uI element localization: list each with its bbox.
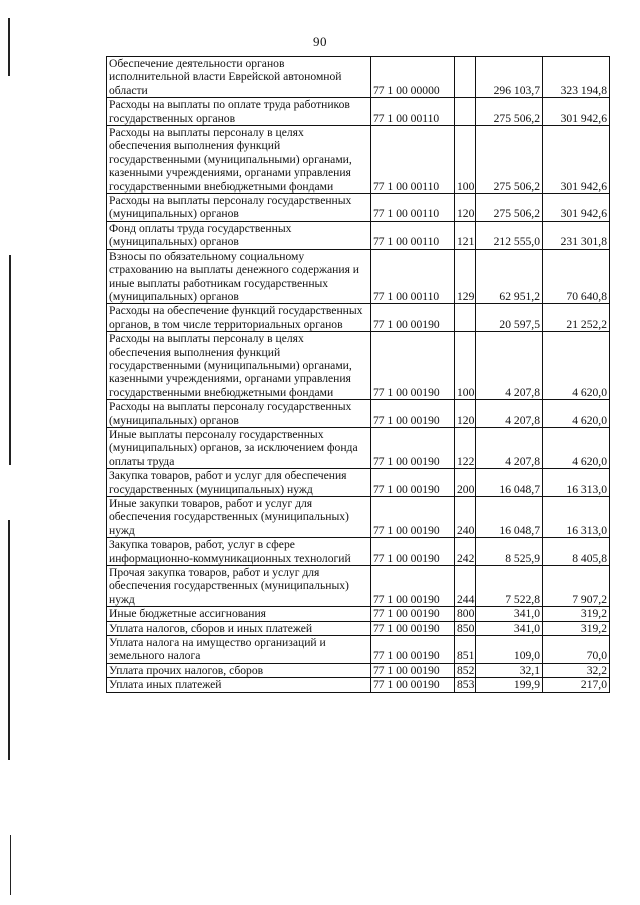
target-code-cell: 77 1 00 00190 xyxy=(371,607,455,621)
scan-edge-mark xyxy=(9,255,11,465)
amount-year1-cell: 275 506,2 xyxy=(476,194,543,222)
expense-type-cell: 242 xyxy=(455,538,476,566)
amount-year2-cell: 319,2 xyxy=(543,607,610,621)
table-row xyxy=(107,607,610,621)
amount-year2-cell: 7 907,2 xyxy=(543,566,610,607)
expense-name-cell: Уплата иных платежей xyxy=(107,678,371,692)
amount-year2-cell: 4 620,0 xyxy=(543,400,610,428)
amount-year1-cell: 20 597,5 xyxy=(476,304,543,332)
target-code-cell: 77 1 00 00110 xyxy=(371,221,455,249)
amount-year1-cell: 296 103,7 xyxy=(476,57,543,98)
amount-year1-cell: 7 522,8 xyxy=(476,566,543,607)
scan-edge-mark xyxy=(8,18,10,76)
amount-year1-cell: 275 506,2 xyxy=(476,98,543,126)
table-row xyxy=(107,400,610,428)
budget-table xyxy=(106,56,610,693)
expense-type-cell: 853 xyxy=(455,678,476,692)
amount-year2-cell: 4 620,0 xyxy=(543,427,610,468)
target-code-cell: 77 1 00 00190 xyxy=(371,566,455,607)
expense-type-cell: 100 xyxy=(455,332,476,400)
expense-type-cell: 240 xyxy=(455,497,476,538)
expense-name-cell: Расходы на обеспечение функций государственных органов, в том числе территориальных органов xyxy=(107,304,371,332)
target-code-cell: 77 1 00 00110 xyxy=(371,126,455,194)
target-code-cell: 77 1 00 00190 xyxy=(371,469,455,497)
table-row xyxy=(107,332,610,400)
amount-year1-cell: 199,9 xyxy=(476,678,543,692)
expense-name-cell: Расходы на выплаты персоналу в целях обеспечения выполнения функций государственными (муниципальными) органами, казенными учреждениями, органами управления государственными внебюджетными фондами xyxy=(107,126,371,194)
expense-type-cell: 121 xyxy=(455,221,476,249)
target-code-cell: 77 1 00 00110 xyxy=(371,249,455,304)
expense-name-cell: Уплата налогов, сборов и иных платежей xyxy=(107,621,371,635)
expense-type-cell: 850 xyxy=(455,621,476,635)
table-row xyxy=(107,621,610,635)
table-row xyxy=(107,497,610,538)
amount-year2-cell: 301 942,6 xyxy=(543,98,610,126)
table-row xyxy=(107,538,610,566)
expense-type-cell: 120 xyxy=(455,400,476,428)
amount-year2-cell: 301 942,6 xyxy=(543,194,610,222)
amount-year1-cell: 16 048,7 xyxy=(476,497,543,538)
expense-type-cell xyxy=(455,98,476,126)
amount-year1-cell: 4 207,8 xyxy=(476,427,543,468)
target-code-cell: 77 1 00 00000 xyxy=(371,57,455,98)
table-row xyxy=(107,221,610,249)
amount-year2-cell: 16 313,0 xyxy=(543,497,610,538)
amount-year2-cell: 319,2 xyxy=(543,621,610,635)
table-row xyxy=(107,469,610,497)
table-row xyxy=(107,57,610,98)
amount-year2-cell: 21 252,2 xyxy=(543,304,610,332)
target-code-cell: 77 1 00 00110 xyxy=(371,98,455,126)
amount-year1-cell: 341,0 xyxy=(476,607,543,621)
table-row xyxy=(107,126,610,194)
expense-name-cell: Расходы на выплаты персоналу государственных (муниципальных) органов xyxy=(107,194,371,222)
amount-year2-cell: 70,0 xyxy=(543,636,610,664)
amount-year2-cell: 301 942,6 xyxy=(543,126,610,194)
expense-name-cell: Закупка товаров, работ и услуг для обеспечения государственных (муниципальных) нужд xyxy=(107,469,371,497)
target-code-cell: 77 1 00 00110 xyxy=(371,194,455,222)
table-row xyxy=(107,98,610,126)
expense-type-cell: 852 xyxy=(455,663,476,677)
amount-year2-cell: 70 640,8 xyxy=(543,249,610,304)
expense-type-cell: 800 xyxy=(455,607,476,621)
table-row xyxy=(107,427,610,468)
amount-year2-cell: 231 301,8 xyxy=(543,221,610,249)
table-row xyxy=(107,636,610,664)
expense-type-cell xyxy=(455,57,476,98)
amount-year1-cell: 341,0 xyxy=(476,621,543,635)
table-row xyxy=(107,566,610,607)
expense-type-cell: 851 xyxy=(455,636,476,664)
amount-year2-cell: 32,2 xyxy=(543,663,610,677)
expense-type-cell: 122 xyxy=(455,427,476,468)
expense-name-cell: Закупка товаров, работ, услуг в сфере информационно-коммуникационных технологий xyxy=(107,538,371,566)
amount-year2-cell: 217,0 xyxy=(543,678,610,692)
target-code-cell: 77 1 00 00190 xyxy=(371,663,455,677)
expense-name-cell: Расходы на выплаты по оплате труда работников государственных органов xyxy=(107,98,371,126)
amount-year1-cell: 16 048,7 xyxy=(476,469,543,497)
amount-year1-cell: 275 506,2 xyxy=(476,126,543,194)
expense-name-cell: Прочая закупка товаров, работ и услуг для обеспечения государственных (муниципальных) нужд xyxy=(107,566,371,607)
table-row xyxy=(107,663,610,677)
expense-name-cell: Уплата налога на имущество организаций и земельного налога xyxy=(107,636,371,664)
expense-name-cell: Фонд оплаты труда государственных (муниципальных) органов xyxy=(107,221,371,249)
amount-year2-cell: 323 194,8 xyxy=(543,57,610,98)
budget-table-body xyxy=(107,57,610,693)
target-code-cell: 77 1 00 00190 xyxy=(371,678,455,692)
target-code-cell: 77 1 00 00190 xyxy=(371,427,455,468)
amount-year1-cell: 62 951,2 xyxy=(476,249,543,304)
expense-name-cell: Иные выплаты персоналу государственных (муниципальных) органов, за исключением фонда оплаты труда xyxy=(107,427,371,468)
scan-edge-mark xyxy=(10,835,11,895)
table-row xyxy=(107,249,610,304)
table-row xyxy=(107,304,610,332)
target-code-cell: 77 1 00 00190 xyxy=(371,621,455,635)
amount-year2-cell: 16 313,0 xyxy=(543,469,610,497)
expense-name-cell: Иные бюджетные ассигнования xyxy=(107,607,371,621)
target-code-cell: 77 1 00 00190 xyxy=(371,400,455,428)
expense-type-cell: 100 xyxy=(455,126,476,194)
target-code-cell: 77 1 00 00190 xyxy=(371,304,455,332)
amount-year2-cell: 8 405,8 xyxy=(543,538,610,566)
expense-type-cell: 129 xyxy=(455,249,476,304)
expense-name-cell: Иные закупки товаров, работ и услуг для обеспечения государственных (муниципальных) нужд xyxy=(107,497,371,538)
target-code-cell: 77 1 00 00190 xyxy=(371,332,455,400)
expense-name-cell: Уплата прочих налогов, сборов xyxy=(107,663,371,677)
amount-year1-cell: 4 207,8 xyxy=(476,400,543,428)
amount-year2-cell: 4 620,0 xyxy=(543,332,610,400)
page-number: 90 xyxy=(313,34,327,49)
expense-type-cell xyxy=(455,304,476,332)
table-row xyxy=(107,678,610,692)
amount-year1-cell: 109,0 xyxy=(476,636,543,664)
expense-name-cell: Взносы по обязательному социальному страхованию на выплаты денежного содержания и иные выплаты работникам государственных (муниципальных) органов xyxy=(107,249,371,304)
expense-type-cell: 244 xyxy=(455,566,476,607)
table-row xyxy=(107,194,610,222)
amount-year1-cell: 32,1 xyxy=(476,663,543,677)
target-code-cell: 77 1 00 00190 xyxy=(371,636,455,664)
expense-name-cell: Расходы на выплаты персоналу государственных (муниципальных) органов xyxy=(107,400,371,428)
expense-name-cell: Расходы на выплаты персоналу в целях обеспечения выполнения функций государственными (муниципальными) органами, казенными учреждениями, органами управления государственными внебюджетными фондами xyxy=(107,332,371,400)
expense-type-cell: 200 xyxy=(455,469,476,497)
amount-year1-cell: 212 555,0 xyxy=(476,221,543,249)
target-code-cell: 77 1 00 00190 xyxy=(371,538,455,566)
amount-year1-cell: 8 525,9 xyxy=(476,538,543,566)
scan-edge-mark xyxy=(8,520,10,760)
expense-type-cell: 120 xyxy=(455,194,476,222)
expense-name-cell: Обеспечение деятельности органов исполнительной власти Еврейской автономной области xyxy=(107,57,371,98)
target-code-cell: 77 1 00 00190 xyxy=(371,497,455,538)
amount-year1-cell: 4 207,8 xyxy=(476,332,543,400)
